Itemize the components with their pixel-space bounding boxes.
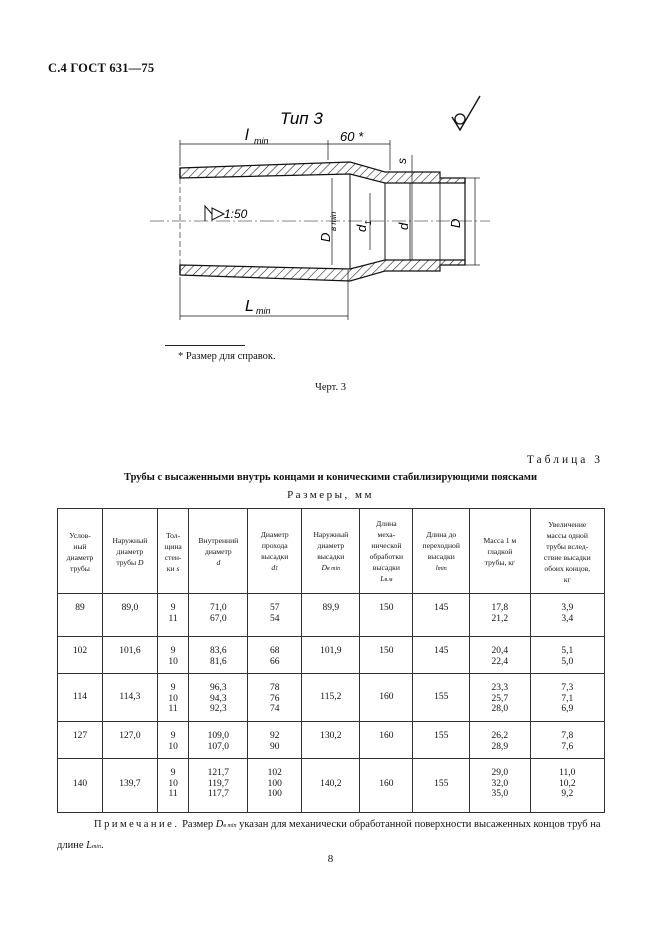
table-cell: 89,9 bbox=[302, 594, 360, 637]
table-cell: 3,9 3,4 bbox=[530, 594, 604, 637]
table-cell: 57 54 bbox=[248, 594, 302, 637]
drawing-label: 1 bbox=[364, 220, 373, 225]
table-cell: 9 10 bbox=[157, 722, 189, 759]
upper-wall-section bbox=[180, 162, 465, 183]
table-cell: 29,0 32,0 35,0 bbox=[470, 759, 530, 813]
table-cell: 23,3 25,7 28,0 bbox=[470, 674, 530, 722]
dim-L-min: L bbox=[245, 298, 254, 315]
table-cell: 160 bbox=[360, 759, 413, 813]
drawing-label: min bbox=[254, 136, 269, 146]
table-cell: 9 10 11 bbox=[157, 759, 189, 813]
page-header: С.4 ГОСТ 631—75 bbox=[48, 61, 155, 75]
table-header-row bbox=[58, 509, 605, 594]
col-header: Масса 1 м гладкой трубы, кг bbox=[470, 509, 530, 594]
table-cell: 145 bbox=[413, 594, 470, 637]
table-cell: 140,2 bbox=[302, 759, 360, 813]
table-cell: 139,7 bbox=[103, 759, 158, 813]
table-cell: 150 bbox=[360, 594, 413, 637]
table-row bbox=[58, 594, 605, 637]
table-row bbox=[58, 722, 605, 759]
footnote-rule bbox=[165, 345, 245, 346]
footnote: * Размер для справок. bbox=[178, 351, 276, 362]
col-header: Наружный диаметр высадки Dв min bbox=[302, 509, 360, 594]
drawing-label: min bbox=[256, 306, 271, 316]
dim-60: 60 * bbox=[340, 129, 364, 144]
table-row bbox=[58, 637, 605, 674]
col-header: Диаметр прохода высадки d1 bbox=[248, 509, 302, 594]
table-cell: 155 bbox=[413, 674, 470, 722]
page-number: 8 bbox=[327, 853, 334, 865]
table-cell: 20,4 22,4 bbox=[470, 637, 530, 674]
table-row bbox=[58, 674, 605, 722]
table-cell: 68 66 bbox=[248, 637, 302, 674]
dim-s: s bbox=[395, 158, 409, 164]
table-cell: 140 bbox=[58, 759, 103, 813]
drawing-label: D bbox=[318, 232, 333, 242]
taper-label: 1:50 bbox=[224, 207, 248, 221]
table-cell: 109,0 107,0 bbox=[189, 722, 248, 759]
table-cell: 101,9 bbox=[302, 637, 360, 674]
table-cell: 145 bbox=[413, 637, 470, 674]
table-cell: 9 10 11 bbox=[157, 674, 189, 722]
table-label: Таблица 3 bbox=[526, 454, 603, 466]
table-cell: 102 100 100 bbox=[248, 759, 302, 813]
table-cell: 11,0 10,2 9,2 bbox=[530, 759, 604, 813]
data-table bbox=[57, 508, 605, 813]
table-title: Трубы с высаженными внутрь концами и коническими стабилизирующими поясками bbox=[124, 472, 537, 483]
table-cell: 127 bbox=[58, 722, 103, 759]
table-cell: 7,3 7,1 6,9 bbox=[530, 674, 604, 722]
table-cell: 9 11 bbox=[157, 594, 189, 637]
table-cell: 26,2 28,9 bbox=[470, 722, 530, 759]
col-header: Увеличение массы одной трубы вслед- ствие высадки обоих концов, кг bbox=[530, 509, 604, 594]
table-cell: 96,3 94,3 92,3 bbox=[189, 674, 248, 722]
table-cell: 83,6 81,6 bbox=[189, 637, 248, 674]
table-cell: 150 bbox=[360, 637, 413, 674]
table-note: Примечание. Размер Dв min указан для механически обработанной поверхности высаженных концов труб на длине Lmin. bbox=[57, 819, 601, 851]
table-cell: 127,0 bbox=[103, 722, 158, 759]
table-cell: 5,1 5,0 bbox=[530, 637, 604, 674]
table-cell: 102 bbox=[58, 637, 103, 674]
col-header: Тол- щина стен- ки s bbox=[157, 509, 189, 594]
drawing-label: D bbox=[448, 218, 463, 228]
table-cell: 17,8 21,2 bbox=[470, 594, 530, 637]
table-cell: 89 bbox=[58, 594, 103, 637]
col-header: Наружный диаметр трубы D bbox=[103, 509, 158, 594]
table-cell: 155 bbox=[413, 722, 470, 759]
drawing-label: в min bbox=[329, 211, 338, 231]
table-cell: 160 bbox=[360, 674, 413, 722]
col-header: Услов- ный диаметр трубы bbox=[58, 509, 103, 594]
col-header: Внутренний диаметр d bbox=[189, 509, 248, 594]
table-cell: 114,3 bbox=[103, 674, 158, 722]
technical-drawing bbox=[150, 80, 510, 330]
table-cell: 115,2 bbox=[302, 674, 360, 722]
table-cell: 101,6 bbox=[103, 637, 158, 674]
table-row bbox=[58, 759, 605, 813]
lower-wall-section bbox=[180, 260, 465, 281]
table-cell: 92 90 bbox=[248, 722, 302, 759]
table-cell: 89,0 bbox=[103, 594, 158, 637]
dimensions-caption: Размеры, мм bbox=[287, 489, 374, 501]
col-header: Длина меха- нической обработки высадки Lв.м bbox=[360, 509, 413, 594]
figure-caption: Черт. 3 bbox=[315, 382, 346, 393]
dim-l-min: l bbox=[245, 127, 249, 144]
table-cell: 114 bbox=[58, 674, 103, 722]
drawing-label: d bbox=[396, 222, 411, 230]
table-cell: 155 bbox=[413, 759, 470, 813]
table-cell: 78 76 74 bbox=[248, 674, 302, 722]
drawing-label: d bbox=[354, 224, 369, 232]
table-cell: 130,2 bbox=[302, 722, 360, 759]
table-cell: 9 10 bbox=[157, 637, 189, 674]
type-label: Тип 3 bbox=[280, 109, 323, 128]
table-cell: 7,8 7,6 bbox=[530, 722, 604, 759]
roughness-mark bbox=[452, 96, 480, 130]
table-cell: 160 bbox=[360, 722, 413, 759]
table-cell: 121,7 119,7 117,7 bbox=[189, 759, 248, 813]
table-cell: 71,0 67,0 bbox=[189, 594, 248, 637]
col-header: Длина до переходной высадки lmin bbox=[413, 509, 470, 594]
note-label: Примечание. bbox=[94, 819, 180, 830]
